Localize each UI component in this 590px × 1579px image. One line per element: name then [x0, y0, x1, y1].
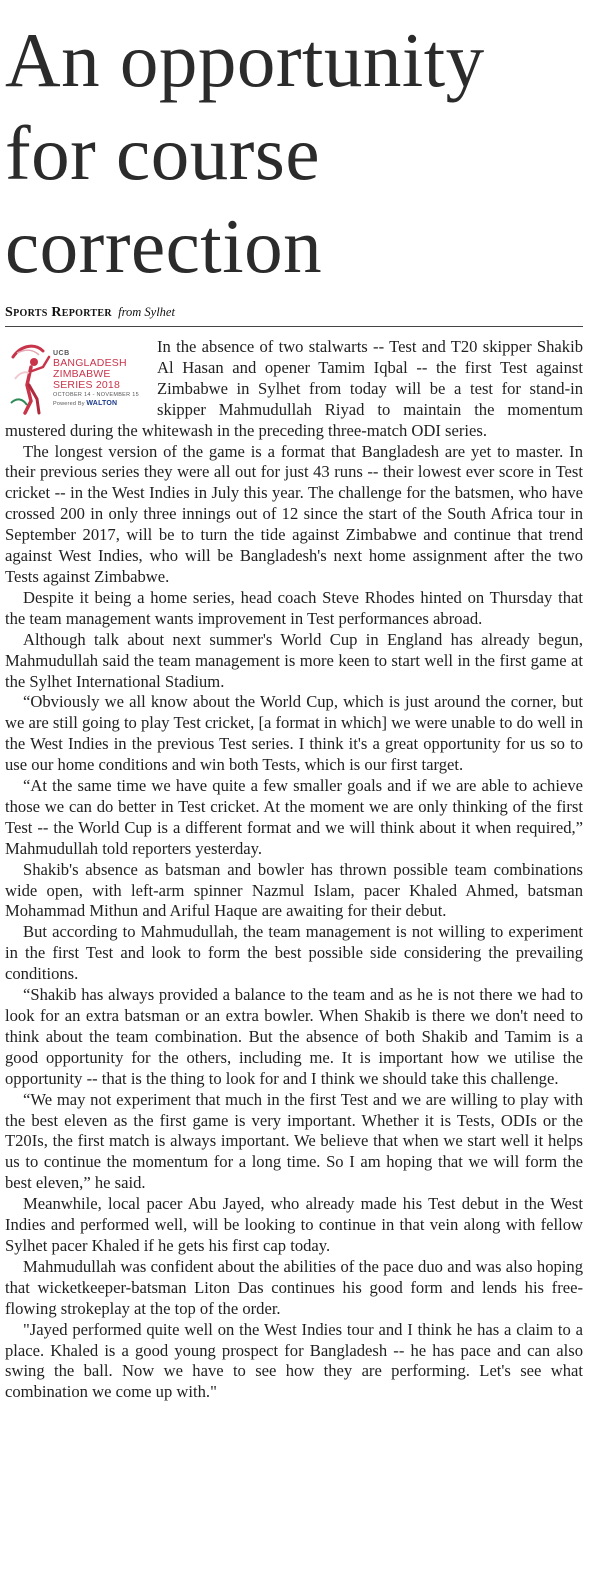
logo-org: UCB [53, 350, 70, 357]
article-body [5, 337, 583, 1403]
logo-text [53, 349, 143, 409]
byline [5, 304, 583, 321]
logo-line: ZIMBABWE [53, 368, 111, 380]
byline-location: from Sylhet [118, 305, 175, 319]
series-logo [5, 339, 147, 417]
headline-line: correction [5, 203, 323, 289]
paragraph: Mahmudullah was confident about the abilities of the pace duo and was also hoping that wicketkeeper-batsman Liton Das continues his good form and lends his free-flowing strokeplay at the top of the order. [5, 1256, 583, 1318]
paragraph: But according to Mahmudullah, the team management is not willing to experiment in the first Test and look to form the best possible side considering the prevailing conditions. [5, 922, 583, 984]
logo-line: SERIES 2018 [53, 379, 120, 391]
logo-powered-by: Powered By [53, 401, 85, 407]
sponsor-name: WALTON [86, 400, 118, 407]
paragraph: “We may not experiment that much in the first Test and we are willing to play with the best eleven as the first game is very important. Whether it is Tests, ODIs or the T20Is, the first match is always important. We believe that when we start well it helps us to continue the momentum for a long time. So I am hoping that we will form the best eleven,” he said. [5, 1089, 583, 1193]
headline [5, 0, 583, 293]
logo-sponsor [53, 399, 143, 409]
byline-row [5, 304, 583, 327]
paragraph: Although talk about next summer's World Cup in England has already begun, Mahmudullah said the team management is more keen to start well in the first game at the Sylhet International Stadium. [5, 629, 583, 691]
paragraph: Shakib's absence as batsman and bowler has thrown possible team combinations wide open, with left-arm spinner Nazmul Islam, pacer Khaled Ahmed, batsman Mohammad Mithun and Ariful Haque are awaiting for their debut. [5, 859, 583, 921]
paragraph: “Obviously we all know about the World Cup, which is just around the corner, but we are still going to play Test cricket, [a format in which] we were unable to do well in the West Indies in the previous Test series. I think it's a great opportunity for us so to use our home conditions and win both Tests, which is our first target. [5, 692, 583, 775]
byline-reporter: Sports Reporter [5, 305, 112, 320]
paragraph: “At the same time we have quite a few smaller goals and if we are able to achieve those we can do better in Test cricket. At the moment we are only thinking of the first Test -- the World Cup is a different format and we will think about it when required,” Mahmudullah told reporters yesterday. [5, 776, 583, 858]
paragraph: Despite it being a home series, head coach Steve Rhodes hinted on Thursday that the team management wants improvement in Test performances abroad. [5, 587, 583, 628]
paragraph: The longest version of the game is a format that Bangladesh are yet to master. In their previous series they were all out for just 43 runs -- their lowest ever score in Test cricket -- in the West Indies in July this year. The challenge for the batsmen, who have crossed 200 in only three innings out of 12 since the start of the South Africa tour in September 2017, will be to turn the tide against Zimbabwe and continue that trend against West Indies, who will be Bangladesh's next home assignment after the two Tests against Zimbabwe. [5, 441, 583, 586]
logo-dates: OCTOBER 14 - NOVEMBER 15 [53, 392, 139, 398]
paragraph: “Shakib has always provided a balance to the team and as he is not there we had to look for an extra batsman or an extra bowler. When Shakib is there we don't need to think about the team combination. But the absence of both Shakib and Tamim is a good opportunity for the others, including me. It is important how we utilise the opportunity -- that is the thing to look for and I think we should take this challenge. [5, 985, 583, 1088]
headline-line: An opportunity [5, 17, 485, 103]
cricketer-figure-icon [5, 339, 53, 417]
paragraph: In the absence of two stalwarts -- Test and T20 skipper Shakib Al Hasan and opener Tamim Iqbal -- the first Test against Zimbabwe in Sylhet from today will be a test for stand-in skipper Mahmudullah Riyad to maintain the momentum mustered during the whitewash in the preceding three-match ODI series. [5, 337, 583, 440]
byline-divider [5, 326, 583, 327]
logo-line: BANGLADESH [53, 357, 127, 369]
paragraph: "Jayed performed quite well on the West Indies tour and I think he has a claim to a place. Khaled is a good young prospect for Bangladesh -- he has pace and can also swing the ball. Now we have to see how they are performing. Let's see what combination we come up with." [5, 1319, 583, 1402]
paragraph: Meanwhile, local pacer Abu Jayed, who already made his Test debut in the West Indies and performed well, will be looking to continue in that vein along with fellow Sylhet pacer Khaled if he gets his first cap today. [5, 1194, 583, 1255]
article-page [5, 0, 583, 1579]
headline-line: for course [5, 110, 320, 196]
